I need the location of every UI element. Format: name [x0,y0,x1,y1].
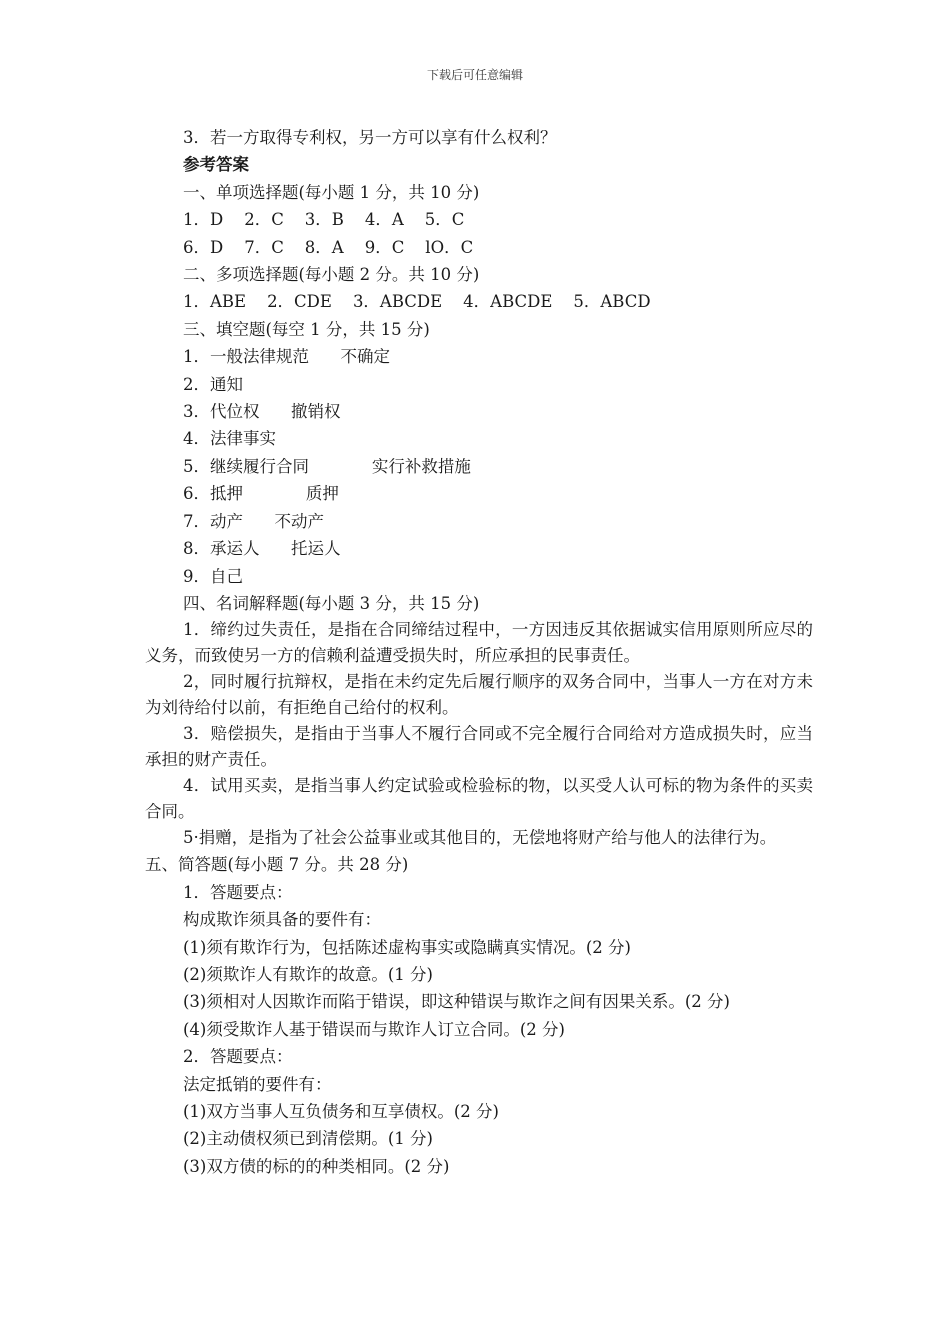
q2-point: (3)双方债的标的的种类相同。(2 分) [183,1156,450,1176]
q1-point: (1)须有欺诈行为，包括陈述虚构事实或隐瞒真实情况。(2 分) [183,937,631,957]
q1-label: 1．答题要点： [183,882,293,902]
document-body [145,124,813,1180]
q1-intro: 构成欺诈须具备的要件有： [183,910,381,930]
q2-intro: 法定抵销的要件有： [183,1074,332,1094]
section1-row1: 1．D 2．C 3．B 4．A 5．C [183,210,465,230]
section2-row1: 1．ABE 2．CDE 3．ABCDE 4．ABCDE 5．ABCD [183,292,651,312]
fill-item: 3．代位权 撤销权 [183,402,341,422]
q2-point: (1)双方当事人互负债务和互享债权。(2 分) [183,1101,499,1121]
definition-paragraph: 4．试用买卖，是指当事人约定试验或检验标的物，以买受人认可标的物为条件的买卖合同。 [145,776,813,822]
q1-point: (2)须欺诈人有欺诈的故意。(1 分) [183,964,433,984]
q1-point: (3)须相对人因欺诈而陷于错误，即这种错误与欺诈之间有因果关系。(2 分) [183,992,730,1012]
fill-item: 1．一般法律规范 不确定 [183,347,390,367]
section4-title: 四、名词解释题(每小题 3 分，共 15 分) [183,593,480,613]
q1-point: (4)须受欺诈人基于错误而与欺诈人订立合同。(2 分) [183,1019,565,1039]
section1-row2: 6．D 7．C 8．A 9．C lO．C [183,237,474,257]
section1-title: 一、单项选择题(每小题 1 分，共 10 分) [183,182,480,202]
answers-title: 参考答案 [183,155,249,175]
fill-item: 8．承运人 托运人 [183,539,341,559]
page-header: 下载后可任意编辑 [426,68,523,82]
section2-title: 二、多项选择题(每小题 2 分。共 10 分) [183,265,480,285]
top-question: 3．若一方取得专利权，另一方可以享有什么权利？ [183,128,557,147]
fill-item: 2．通知 [183,374,243,394]
q2-point: (2)主动债权须已到清偿期。(1 分) [183,1129,433,1149]
q2-label: 2．答题要点： [183,1047,293,1067]
section3-title: 三、填空题(每空 1 分，共 15 分) [183,319,430,339]
fill-item: 9．自己 [183,566,243,586]
definition-paragraph: 2，同时履行抗辩权，是指在未约定先后履行顺序的双务合同中，当事人一方在对方未为刘待给付以前，有拒绝自己给付的权利。 [145,672,813,718]
fill-item: 4．法律事实 [183,429,276,449]
fill-item: 7．动产 不动产 [183,511,324,531]
definition-paragraph: 1．缔约过失责任，是指在合同缔结过程中，一方因违反其依据诚实信用原则所应尽的义务，而致使另一方的信赖利益遭受损失时，所应承担的民事责任。 [145,620,813,666]
fill-item: 6．抵押 质押 [183,484,339,504]
section5-title: 五、简答题(每小题 7 分。共 28 分) [145,855,409,875]
definition-paragraph: 5·捐赠，是指为了社会公益事业或其他目的，无偿地将财产给与他人的法律行为。 [183,828,777,848]
definition-paragraph: 3．赔偿损失，是指由于当事人不履行合同或不完全履行合同给对方造成损失时，应当承担的财产责任。 [145,724,813,770]
fill-item: 5．继续履行合同 实行补救措施 [183,456,471,476]
